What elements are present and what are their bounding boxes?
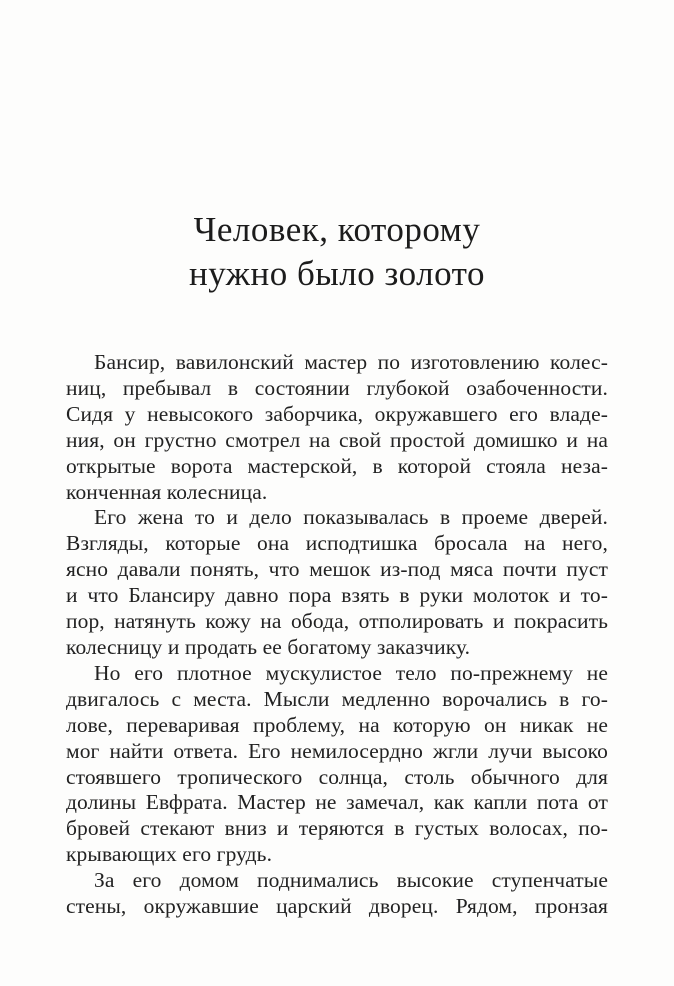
paragraph-2 — [66, 505, 608, 660]
text-line: открытые ворота мастерской, в которой стояла неза- — [66, 453, 608, 478]
text-line: двигалось с места. Мысли медленно ворочались в го- — [66, 686, 608, 711]
chapter-title-line-2: нужно было золото — [189, 254, 485, 293]
text-line: ясно давали понять, что мешок из-под мяса почти пуст — [66, 557, 608, 582]
text-line: стены, окружавшие царский дворец. Рядом, пронзая — [66, 894, 608, 919]
text-line: крывающих его грудь. — [66, 842, 273, 867]
text-line: колесницу и продать ее богатому заказчику. — [66, 634, 471, 659]
text-line: Бансир, вавилонский мастер по изготовлению колес- — [94, 350, 608, 374]
text-line: пор, натянуть кожу на обода, отполировать и покрасить — [66, 609, 608, 634]
text-line: долины Евфрата. Мастер не замечал, как капли пота от — [66, 790, 608, 815]
text-line: Но его плотное мускулистое тело по-прежнему не — [94, 660, 608, 685]
text-line: Взгляды, которые она исподтишка бросала на него, — [66, 531, 608, 556]
chapter-title-line-1: Человек, которому — [193, 210, 481, 249]
chapter-title — [0, 208, 674, 296]
text-line: ниц, пребывал в состоянии глубокой озабоченности. — [66, 375, 608, 400]
body-text — [66, 350, 608, 920]
paragraph-3 — [66, 661, 608, 868]
text-line: и что Блансиру давно пора взять в руки молоток и то- — [66, 583, 608, 608]
text-line: бровей стекают вниз и теряются в густых волосах, по- — [66, 816, 608, 841]
paragraph-4 — [66, 868, 608, 920]
text-line: конченная колесница. — [66, 479, 268, 504]
text-line: мог найти ответа. Его немилосердно жгли лучи высоко — [66, 738, 608, 763]
text-line: ния, он грустно смотрел на свой простой домишко и на — [66, 427, 608, 452]
text-line: стоявшего тропического солнца, столь обычного для — [66, 764, 608, 789]
text-line: Сидя у невысокого заборчика, окружавшего его владе- — [66, 401, 608, 426]
text-line: Его жена то и дело показывалась в проеме дверей. — [94, 505, 608, 530]
text-line: лове, переваривая проблему, на которую он никак не — [66, 712, 608, 737]
text-line: За его домом поднимались высокие ступенчатые — [94, 868, 608, 893]
paragraph-1 — [66, 350, 608, 505]
